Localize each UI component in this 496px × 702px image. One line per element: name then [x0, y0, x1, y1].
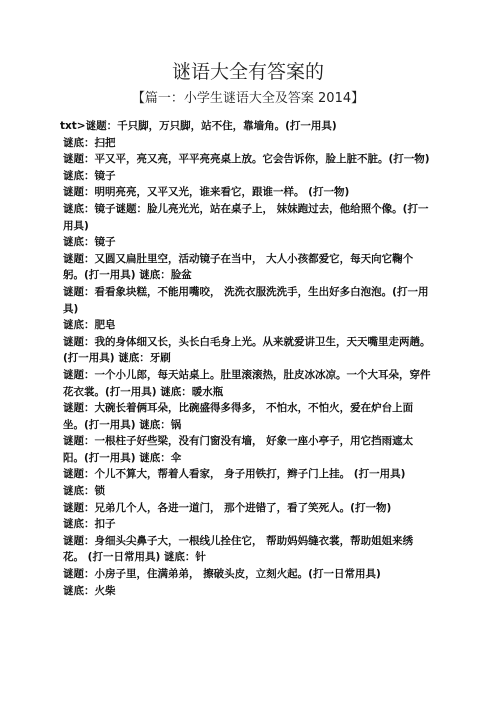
- riddle-line: txt>谜题：千只脚，万只脚，站不住，靠墙角。(打一用具): [60, 120, 337, 132]
- riddle-line: 谜题：个儿不算大，帮着人看家， 身子用铁打，辫子门上挂。 (打一用具): [63, 468, 406, 481]
- riddle-line: 谜题：又圆又扁肚里空，活动镜子在当中， 大人小孩都爱它，每天向它鞠个躬。(打一用具) 谜底：脸盆: [63, 252, 414, 282]
- answer-line: 谜底：扣子: [63, 518, 116, 531]
- riddle-line: 谜底：镜子谜题：脸儿亮光光，站在桌子上， 妹妹跑过去，他给照个像。(打一用具): [63, 202, 429, 232]
- answer-line: 谜底：扫把: [63, 136, 116, 149]
- riddle-line: 谜题：小房子里，住满弟弟， 擦破头皮，立刻火起。(打一日常用具): [63, 568, 381, 581]
- riddle-line: 谜题：一个小儿郎，每天站桌上。肚里滚滚热，肚皮冰冰凉。一个大耳朵，穿件花衣裳。(打一用具) 谜底：暖水瓶: [63, 368, 431, 398]
- answer-line: 谜底：火柴: [63, 584, 116, 597]
- riddle-line: 谜题：明明亮亮，又平又光，谁来看它，跟谁一样。 (打一物): [63, 186, 350, 199]
- document-title: 谜语大全有答案的: [171, 61, 324, 83]
- riddle-line: 谜题：大碗长着俩耳朵，比碗盛得多得多， 不怕水，不怕火，爱在炉台上面坐。(打一用具) 谜底：锅: [63, 402, 414, 431]
- riddle-line: 谜题：兄弟几个人，各进一道门， 那个进错了，看了笑死人。(打一物): [63, 501, 392, 514]
- document-subtitle: 【篇一：小学生谜语大全及答案 2014】: [131, 91, 365, 106]
- answer-line: 谜底：肥皂: [63, 319, 116, 332]
- riddle-line: 谜题：身细头尖鼻子大，一根线儿拴住它， 帮助妈妈缝衣裳，帮助姐姐来绣花。 (打一日常用具) 谜底：针: [63, 534, 414, 564]
- answer-line: 谜底：锁: [63, 485, 105, 498]
- riddle-list: [60, 118, 432, 599]
- riddle-line: 谜题：我的身体细又长，头长白毛身上光。从来就爱讲卫生，天天嘴里走两趟。(打一用具) 谜底：牙刷: [63, 335, 431, 365]
- riddle-line: 谜题：看看象块糕，不能用嘴咬， 洗洗衣服洗洗手，生出好多白泡泡。(打一用具): [63, 285, 429, 315]
- riddle-line: 谜题：平又平，亮又亮，平平亮亮桌上放。它会告诉你，脸上脏不脏。(打一物): [63, 153, 430, 166]
- answer-line: 谜底：镜子: [63, 169, 116, 182]
- answer-line: 谜底：镜子: [63, 236, 116, 249]
- riddle-line: 谜题：一根柱子好些梁，没有门窗没有墙， 好象一座小亭子，用它挡雨遮太阳。(打一用具) 谜底：伞: [63, 435, 414, 464]
